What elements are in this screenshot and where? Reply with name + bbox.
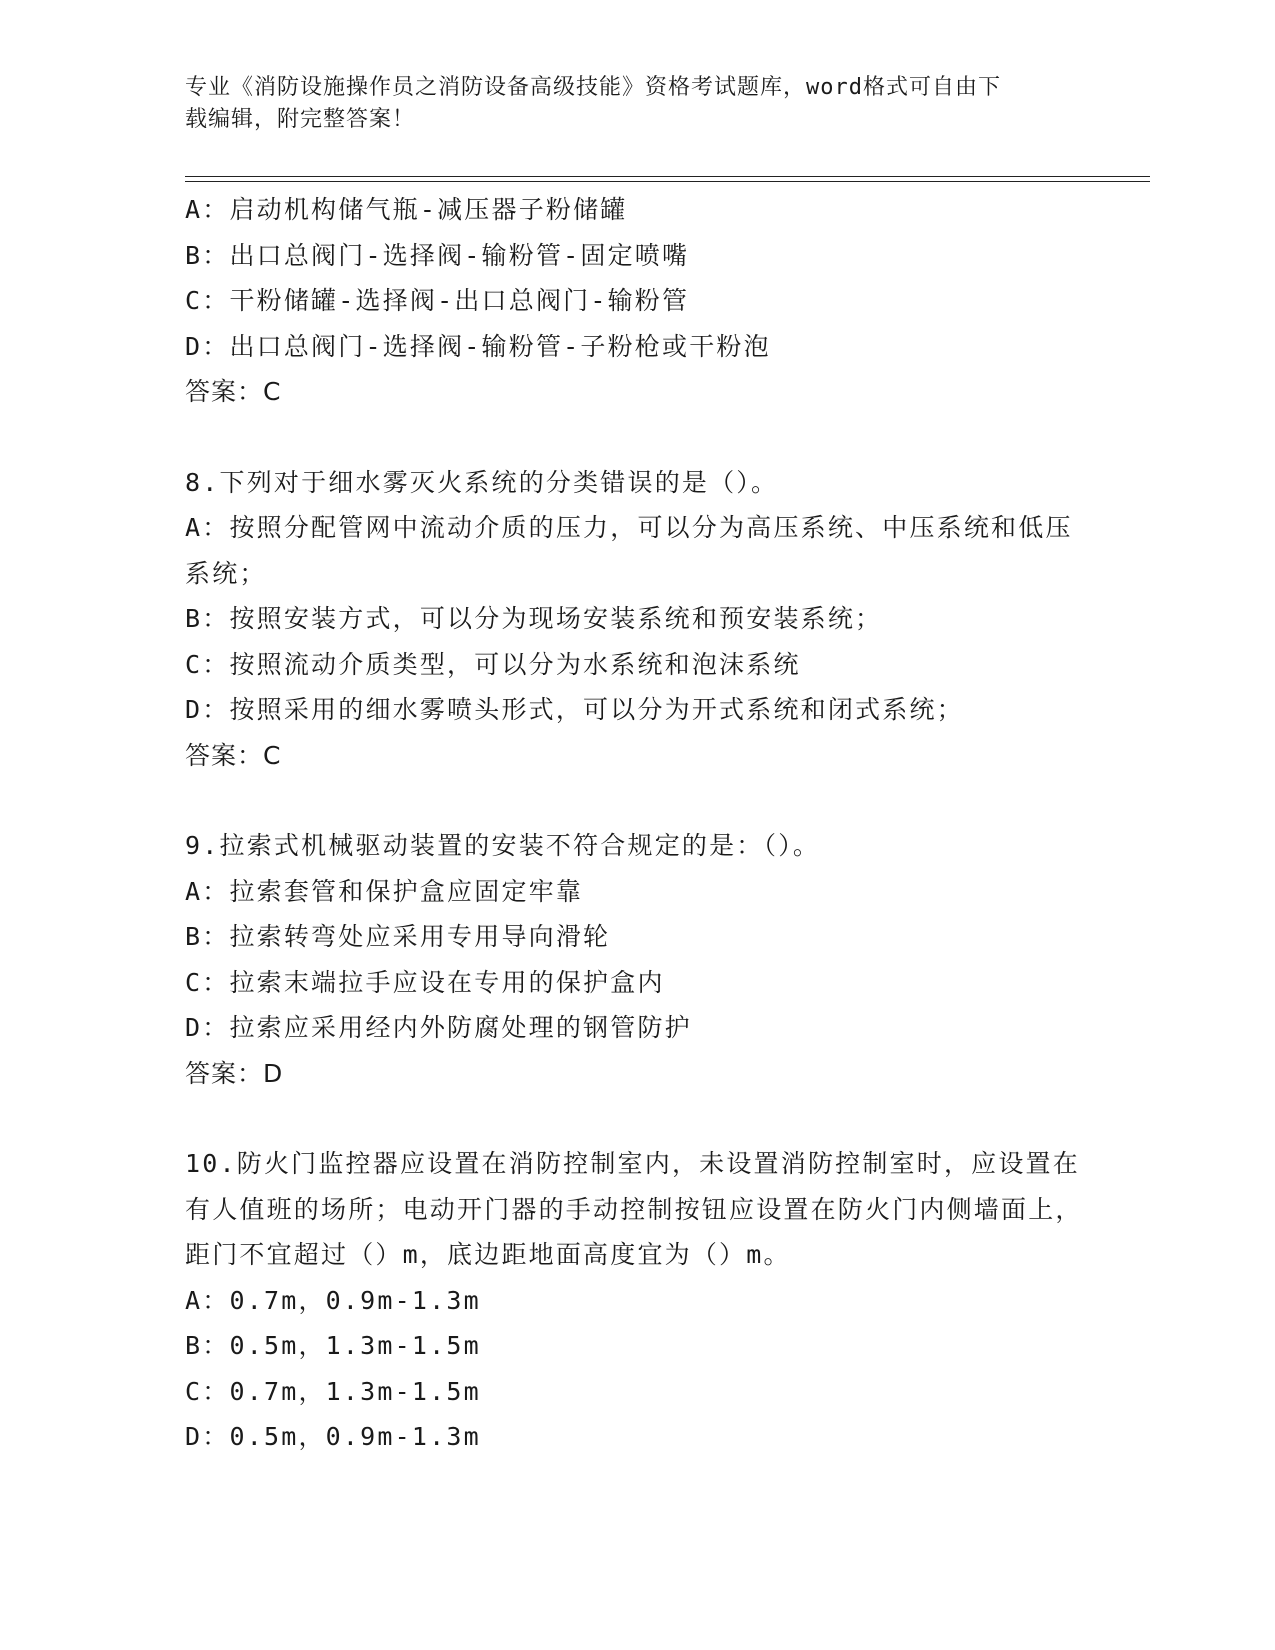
answer: 答案：D: [185, 1058, 284, 1088]
option-d: D：按照采用的细水雾喷头形式，可以分为开式系统和闭式系统；: [185, 695, 964, 724]
option-b: B：按照安装方式，可以分为现场安装系统和预安装系统；: [185, 604, 883, 633]
option-c: C：0.7m，1.3m-1.5m: [185, 1376, 481, 1406]
header-divider-top: [185, 176, 1150, 177]
option-c: C：按照流动介质类型，可以分为水系统和泡沫系统: [185, 649, 801, 679]
option-a: A：按照分配管网中流动介质的压力，可以分为高压系统、中压系统和低压系统；: [185, 513, 1073, 588]
question-stem: 9.拉索式机械驱动装置的安装不符合规定的是：（）。: [185, 831, 821, 860]
option-d: D：0.5m，0.9m-1.3m: [185, 1422, 481, 1451]
question-list: [185, 187, 1085, 1460]
spacer: [185, 778, 1085, 823]
option-b: B：拉索转弯处应采用专用导向滑轮: [185, 922, 611, 951]
option-b: B：出口总阀门-选择阀-输粉管-固定喷嘴: [185, 240, 690, 270]
option-a: A：拉索套管和保护盒应固定牢靠: [185, 876, 584, 906]
question-9: [185, 823, 1085, 1096]
option-c: C：拉索末端拉手应设在专用的保护盒内: [185, 967, 665, 997]
header-line-1: 专业《消防设施操作员之消防设备高级技能》资格考试题库，word格式可自由下: [185, 75, 1001, 100]
document-header: [185, 72, 1075, 136]
option-b: B：0.5m，1.3m-1.5m: [185, 1331, 481, 1360]
question-7: [185, 187, 1085, 415]
spacer: [185, 415, 1085, 460]
header-line-2: 载编辑，附完整答案！: [185, 107, 416, 132]
question-8: [185, 460, 1085, 779]
answer: 答案：C: [185, 377, 282, 406]
option-d: D：出口总阀门-选择阀-输粉管-子粉枪或干粉泡: [185, 331, 771, 361]
question-stem: 8.下列对于细水雾灭火系统的分类错误的是（）。: [185, 467, 779, 497]
spacer: [185, 1096, 1085, 1141]
header-divider-bottom: [185, 181, 1150, 182]
option-a: A：0.7m，0.9m-1.3m: [185, 1285, 481, 1315]
option-a: A：启动机构储气瓶-减压器子粉储罐: [185, 195, 628, 224]
question-stem: 10.防火门监控器应设置在消防控制室内，未设置消防控制室时，应设置在有人值班的场所；电动开门器的手动控制按钮应设置在防火门内侧墙面上，距门不宜超过（）m，底边距地面高度宜为（）m。: [185, 1149, 1083, 1269]
answer: 答案：C: [185, 740, 282, 770]
option-c: C：干粉储罐-选择阀-出口总阀门-输粉管: [185, 286, 690, 315]
option-d: D：拉索应采用经内外防腐处理的钢管防护: [185, 1013, 692, 1042]
question-10: [185, 1141, 1085, 1460]
